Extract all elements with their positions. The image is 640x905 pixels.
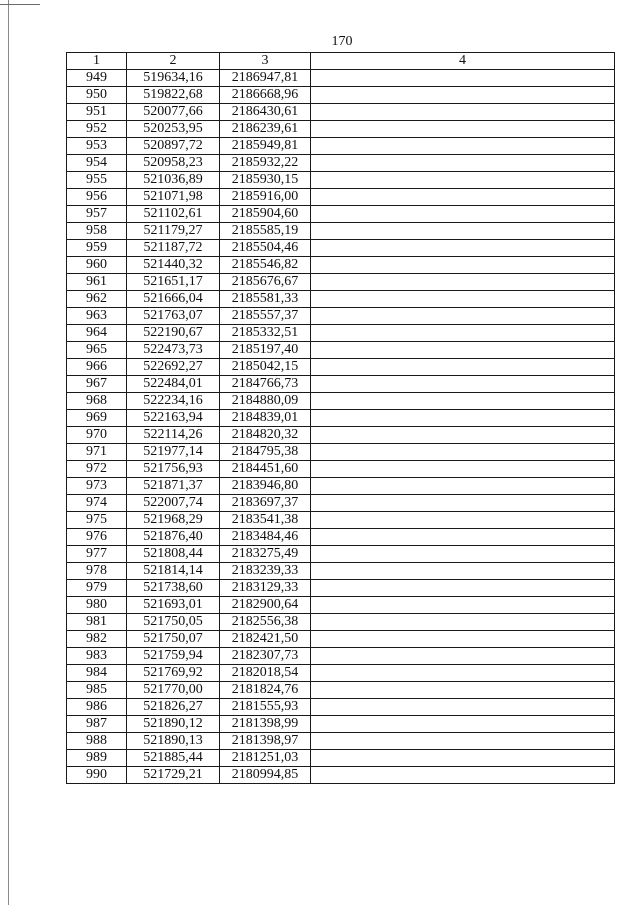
y-coordinate-cell: 2183484,46 [220,529,311,546]
x-coordinate-cell: 521440,32 [127,257,220,274]
point-number-cell: 950 [67,87,127,104]
y-coordinate-cell: 2181251,03 [220,750,311,767]
point-number-cell: 972 [67,461,127,478]
note-cell [311,87,615,104]
note-cell [311,597,615,614]
note-cell [311,750,615,767]
x-coordinate-cell: 521187,72 [127,240,220,257]
point-number-cell: 983 [67,648,127,665]
note-cell [311,427,615,444]
table-row [67,70,615,87]
note-cell [311,665,615,682]
x-coordinate-cell: 521036,89 [127,172,220,189]
column-header-4: 4 [311,53,615,70]
note-cell [311,189,615,206]
point-number-cell: 964 [67,325,127,342]
note-cell [311,444,615,461]
column-header-1: 1 [67,53,127,70]
x-coordinate-cell: 521651,17 [127,274,220,291]
table-row [67,444,615,461]
x-coordinate-cell: 521756,93 [127,461,220,478]
y-coordinate-cell: 2183129,33 [220,580,311,597]
point-number-cell: 961 [67,274,127,291]
point-number-cell: 951 [67,104,127,121]
note-cell [311,342,615,359]
table-row [67,767,615,784]
y-coordinate-cell: 2181398,97 [220,733,311,750]
point-number-cell: 974 [67,495,127,512]
y-coordinate-cell: 2182900,64 [220,597,311,614]
y-coordinate-cell: 2183275,49 [220,546,311,563]
point-number-cell: 949 [67,70,127,87]
point-number-cell: 965 [67,342,127,359]
note-cell [311,359,615,376]
point-number-cell: 968 [67,393,127,410]
note-cell [311,614,615,631]
point-number-cell: 982 [67,631,127,648]
table-row [67,733,615,750]
table-row [67,495,615,512]
point-number-cell: 963 [67,308,127,325]
point-number-cell: 984 [67,665,127,682]
table-row [67,359,615,376]
x-coordinate-cell: 520077,66 [127,104,220,121]
note-cell [311,699,615,716]
note-cell [311,138,615,155]
y-coordinate-cell: 2185932,22 [220,155,311,172]
x-coordinate-cell: 521968,29 [127,512,220,529]
note-cell [311,155,615,172]
table-row [67,189,615,206]
x-coordinate-cell: 521666,04 [127,291,220,308]
point-number-cell: 959 [67,240,127,257]
x-coordinate-cell: 522692,27 [127,359,220,376]
x-coordinate-cell: 522234,16 [127,393,220,410]
y-coordinate-cell: 2182018,54 [220,665,311,682]
scan-edge-left [8,0,9,905]
y-coordinate-cell: 2185042,15 [220,359,311,376]
note-cell [311,308,615,325]
table-row [67,699,615,716]
y-coordinate-cell: 2186430,61 [220,104,311,121]
x-coordinate-cell: 521750,05 [127,614,220,631]
x-coordinate-cell: 522473,73 [127,342,220,359]
table-row [67,104,615,121]
point-number-cell: 958 [67,223,127,240]
table-row [67,172,615,189]
x-coordinate-cell: 521071,98 [127,189,220,206]
note-cell [311,716,615,733]
table-row [67,682,615,699]
table-row [67,580,615,597]
y-coordinate-cell: 2186239,61 [220,121,311,138]
x-coordinate-cell: 521179,27 [127,223,220,240]
note-cell [311,223,615,240]
column-header-3: 3 [220,53,311,70]
note-cell [311,461,615,478]
y-coordinate-cell: 2183239,33 [220,563,311,580]
point-number-cell: 978 [67,563,127,580]
point-number-cell: 973 [67,478,127,495]
y-coordinate-cell: 2180994,85 [220,767,311,784]
x-coordinate-cell: 521102,61 [127,206,220,223]
table-row [67,325,615,342]
table-row [67,155,615,172]
y-coordinate-cell: 2181398,99 [220,716,311,733]
y-coordinate-cell: 2185676,67 [220,274,311,291]
point-number-cell: 954 [67,155,127,172]
y-coordinate-cell: 2185332,51 [220,325,311,342]
y-coordinate-cell: 2184795,38 [220,444,311,461]
coordinates-table [66,52,615,784]
note-cell [311,104,615,121]
point-number-cell: 989 [67,750,127,767]
point-number-cell: 977 [67,546,127,563]
note-cell [311,563,615,580]
point-number-cell: 969 [67,410,127,427]
x-coordinate-cell: 521876,40 [127,529,220,546]
point-number-cell: 985 [67,682,127,699]
point-number-cell: 970 [67,427,127,444]
table-row [67,410,615,427]
note-cell [311,121,615,138]
point-number-cell: 990 [67,767,127,784]
point-number-cell: 962 [67,291,127,308]
point-number-cell: 988 [67,733,127,750]
table-row [67,529,615,546]
y-coordinate-cell: 2184839,01 [220,410,311,427]
point-number-cell: 976 [67,529,127,546]
table-row [67,257,615,274]
y-coordinate-cell: 2182421,50 [220,631,311,648]
point-number-cell: 966 [67,359,127,376]
y-coordinate-cell: 2185904,60 [220,206,311,223]
point-number-cell: 981 [67,614,127,631]
y-coordinate-cell: 2185504,46 [220,240,311,257]
y-coordinate-cell: 2183946,80 [220,478,311,495]
note-cell [311,376,615,393]
table-row [67,750,615,767]
page-number: 170 [331,34,353,49]
note-cell [311,257,615,274]
table-row [67,478,615,495]
y-coordinate-cell: 2185197,40 [220,342,311,359]
y-coordinate-cell: 2183541,38 [220,512,311,529]
y-coordinate-cell: 2185949,81 [220,138,311,155]
table-row [67,546,615,563]
point-number-cell: 955 [67,172,127,189]
x-coordinate-cell: 521890,13 [127,733,220,750]
table-row [67,376,615,393]
x-coordinate-cell: 521759,94 [127,648,220,665]
table-row [67,648,615,665]
point-number-cell: 952 [67,121,127,138]
y-coordinate-cell: 2181824,76 [220,682,311,699]
table-row [67,614,615,631]
note-cell [311,70,615,87]
x-coordinate-cell: 522007,74 [127,495,220,512]
note-cell [311,682,615,699]
point-number-cell: 957 [67,206,127,223]
scan-edge-top [0,4,40,5]
y-coordinate-cell: 2186668,96 [220,87,311,104]
y-coordinate-cell: 2186947,81 [220,70,311,87]
point-number-cell: 980 [67,597,127,614]
table-row [67,342,615,359]
point-number-cell: 956 [67,189,127,206]
note-cell [311,580,615,597]
table-row [67,461,615,478]
x-coordinate-cell: 521885,44 [127,750,220,767]
note-cell [311,172,615,189]
point-number-cell: 986 [67,699,127,716]
x-coordinate-cell: 521808,44 [127,546,220,563]
note-cell [311,495,615,512]
x-coordinate-cell: 521729,21 [127,767,220,784]
x-coordinate-cell: 521769,92 [127,665,220,682]
table-row [67,240,615,257]
y-coordinate-cell: 2185916,00 [220,189,311,206]
y-coordinate-cell: 2182556,38 [220,614,311,631]
x-coordinate-cell: 520897,72 [127,138,220,155]
note-cell [311,767,615,784]
x-coordinate-cell: 521871,37 [127,478,220,495]
column-header-2: 2 [127,53,220,70]
point-number-cell: 971 [67,444,127,461]
table-row [67,87,615,104]
x-coordinate-cell: 521750,07 [127,631,220,648]
table-body [67,70,615,784]
table-row [67,512,615,529]
note-cell [311,546,615,563]
x-coordinate-cell: 520958,23 [127,155,220,172]
point-number-cell: 979 [67,580,127,597]
y-coordinate-cell: 2184451,60 [220,461,311,478]
x-coordinate-cell: 521770,00 [127,682,220,699]
y-coordinate-cell: 2185581,33 [220,291,311,308]
table-row [67,393,615,410]
x-coordinate-cell: 522163,94 [127,410,220,427]
y-coordinate-cell: 2185546,82 [220,257,311,274]
y-coordinate-cell: 2182307,73 [220,648,311,665]
note-cell [311,733,615,750]
table-row [67,138,615,155]
table-row [67,274,615,291]
x-coordinate-cell: 522190,67 [127,325,220,342]
note-cell [311,291,615,308]
point-number-cell: 953 [67,138,127,155]
table-row [67,427,615,444]
table-row [67,206,615,223]
x-coordinate-cell: 521814,14 [127,563,220,580]
table-row [67,631,615,648]
y-coordinate-cell: 2184766,73 [220,376,311,393]
table-header-row [67,53,615,70]
x-coordinate-cell: 520253,95 [127,121,220,138]
note-cell [311,325,615,342]
x-coordinate-cell: 521826,27 [127,699,220,716]
table-row [67,121,615,138]
y-coordinate-cell: 2185585,19 [220,223,311,240]
table-row [67,716,615,733]
note-cell [311,512,615,529]
x-coordinate-cell: 519634,16 [127,70,220,87]
point-number-cell: 967 [67,376,127,393]
x-coordinate-cell: 522484,01 [127,376,220,393]
x-coordinate-cell: 521693,01 [127,597,220,614]
x-coordinate-cell: 519822,68 [127,87,220,104]
table-row [67,563,615,580]
point-number-cell: 987 [67,716,127,733]
x-coordinate-cell: 521977,14 [127,444,220,461]
point-number-cell: 960 [67,257,127,274]
y-coordinate-cell: 2185930,15 [220,172,311,189]
note-cell [311,393,615,410]
y-coordinate-cell: 2183697,37 [220,495,311,512]
note-cell [311,206,615,223]
x-coordinate-cell: 522114,26 [127,427,220,444]
note-cell [311,274,615,291]
note-cell [311,529,615,546]
note-cell [311,240,615,257]
table-row [67,223,615,240]
x-coordinate-cell: 521763,07 [127,308,220,325]
note-cell [311,410,615,427]
table-row [67,597,615,614]
x-coordinate-cell: 521890,12 [127,716,220,733]
table-row [67,291,615,308]
note-cell [311,631,615,648]
point-number-cell: 975 [67,512,127,529]
table-row [67,308,615,325]
y-coordinate-cell: 2181555,93 [220,699,311,716]
y-coordinate-cell: 2184820,32 [220,427,311,444]
y-coordinate-cell: 2184880,09 [220,393,311,410]
table-row [67,665,615,682]
x-coordinate-cell: 521738,60 [127,580,220,597]
y-coordinate-cell: 2185557,37 [220,308,311,325]
note-cell [311,478,615,495]
note-cell [311,648,615,665]
